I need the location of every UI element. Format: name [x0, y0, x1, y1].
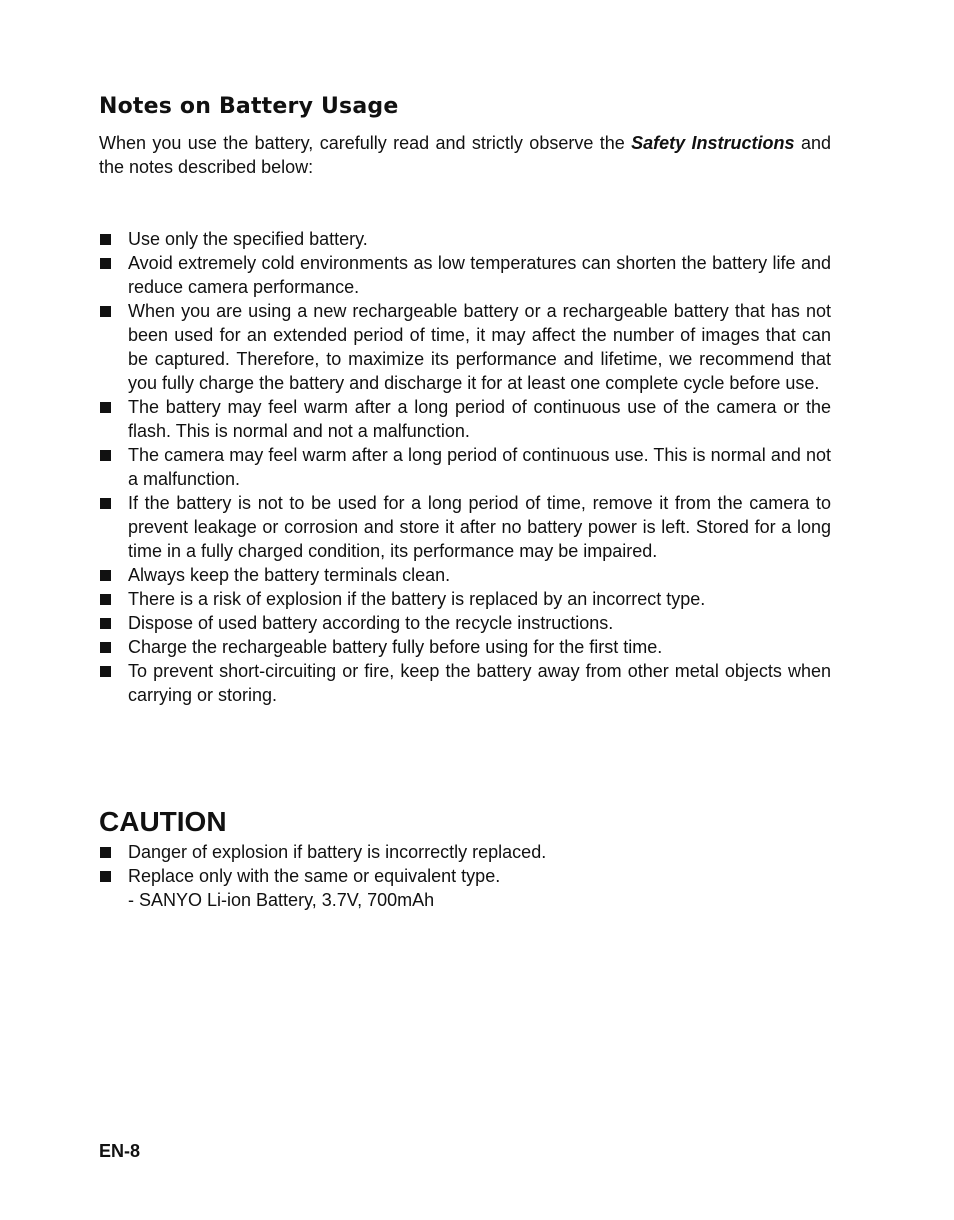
list-item-text: Dispose of used battery according to the recycle instructions.	[128, 613, 614, 633]
list-item	[99, 587, 831, 611]
list-item-text: Avoid extremely cold environments as low temperatures can shorten the battery life and reduce camera performance.	[128, 253, 831, 297]
list-item	[99, 251, 831, 299]
list-item-text: Charge the rechargeable battery fully before using for the first time.	[128, 637, 663, 657]
square-bullet-icon	[100, 618, 111, 629]
intro-text-end: and the notes described below:	[99, 133, 831, 177]
square-bullet-icon	[100, 402, 111, 413]
square-bullet-icon	[100, 306, 111, 317]
square-bullet-icon	[100, 258, 111, 269]
square-bullet-icon	[100, 642, 111, 653]
caution-list	[99, 840, 831, 888]
list-item-text: The battery may feel warm after a long period of continuous use of the camera or the flash. This is normal and not a malfunction.	[128, 397, 831, 441]
list-item-text: To prevent short-circuiting or fire, keep the battery away from other metal objects when carrying or storing.	[128, 661, 831, 705]
list-item-text: Replace only with the same or equivalent type.	[128, 866, 501, 886]
list-item	[99, 563, 831, 587]
caution-title: CAUTION	[99, 806, 227, 837]
list-item-text: The camera may feel warm after a long period of continuous use. This is normal and not a malfunction.	[128, 445, 831, 489]
safety-instructions-emphasis: Safety Instructions	[631, 133, 795, 153]
list-item-text: There is a risk of explosion if the battery is replaced by an incorrect type.	[128, 589, 706, 609]
list-item-text: If the battery is not to be used for a long period of time, remove it from the camera to prevent leakage or corrosion and store it after no battery power is left. Stored for a long time in a fully charged condition, its performance may be impaired.	[128, 493, 831, 561]
list-item	[99, 299, 831, 395]
square-bullet-icon	[100, 570, 111, 581]
page-number: EN-8	[99, 1141, 141, 1161]
square-bullet-icon	[100, 450, 111, 461]
intro-text-start: When you use the battery, carefully read and strictly observe the	[99, 133, 632, 153]
list-item	[99, 659, 831, 707]
list-item	[99, 443, 831, 491]
list-item-text: When you are using a new rechargeable battery or a rechargeable battery that has not been used for an extended period of time, it may affect the number of images that can be captured. Therefore, to maximize its performance and lifetime, we recommend that you fully charge the battery and discharge it for at least one complete cycle before use.	[128, 301, 831, 393]
square-bullet-icon	[100, 234, 111, 245]
square-bullet-icon	[100, 847, 111, 858]
battery-notes-list	[99, 227, 831, 707]
list-item-text: Always keep the battery terminals clean.	[128, 565, 451, 585]
square-bullet-icon	[100, 871, 111, 882]
list-item	[99, 840, 831, 864]
battery-model-spec: - SANYO Li-ion Battery, 3.7V, 700mAh	[128, 890, 435, 910]
list-item	[99, 395, 831, 443]
intro-paragraph	[99, 131, 831, 179]
list-item	[99, 491, 831, 563]
list-item	[99, 227, 831, 251]
list-item	[99, 864, 831, 888]
list-item	[99, 611, 831, 635]
list-item	[99, 635, 831, 659]
square-bullet-icon	[100, 498, 111, 509]
square-bullet-icon	[100, 594, 111, 605]
list-item-text: Danger of explosion if battery is incorrectly replaced.	[128, 842, 547, 862]
list-item-text: Use only the specified battery.	[128, 229, 368, 249]
square-bullet-icon	[100, 666, 111, 677]
section-title: Notes on Battery Usage	[99, 94, 399, 119]
